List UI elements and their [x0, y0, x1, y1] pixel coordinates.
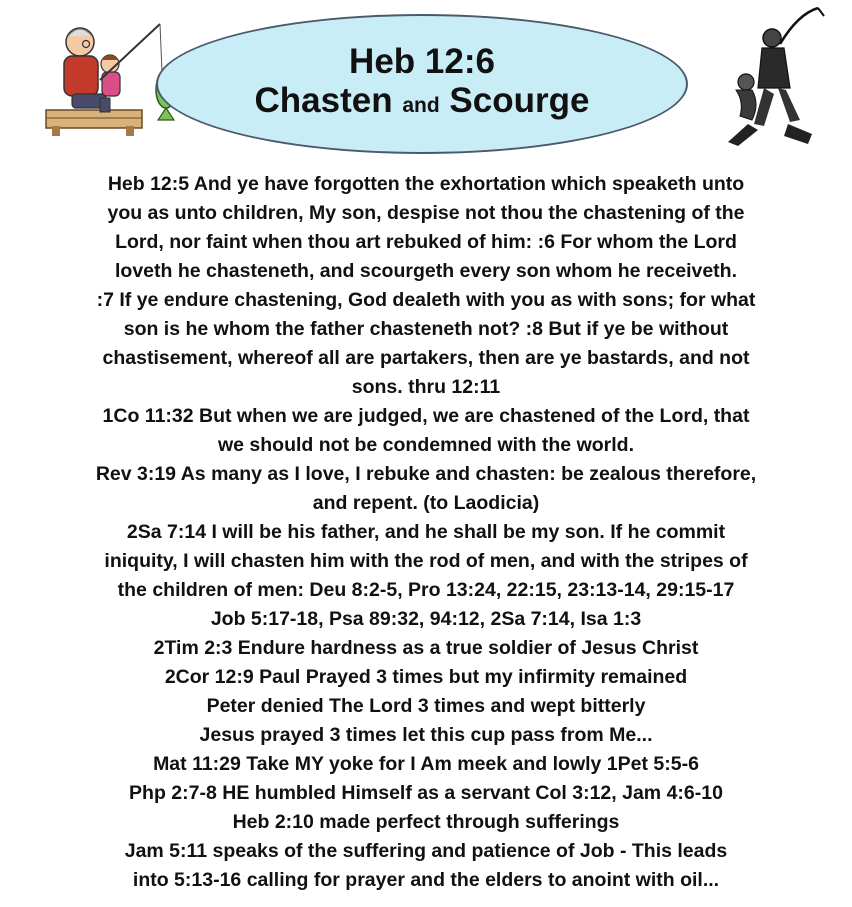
verse-line: we should not be condemned with the world. [217, 434, 634, 456]
verse-line: :7 If ye endure chastening, God dealeth with you as with sons; for what [96, 289, 756, 311]
verse-block [0, 402, 852, 460]
verse-line: Job 5:17-18, Psa 89:32, 94:12, 2Sa 7:14, Isa 1:3 [210, 608, 642, 630]
knight-fighting-figure-icon [718, 4, 830, 150]
title-word-scourge: Scourge [449, 80, 590, 120]
verse-line: into 5:13-16 calling for prayer and the elders to anoint with oil... [132, 869, 720, 891]
verse-line: Heb 12:5 And ye have forgotten the exhortation which speaketh unto [107, 173, 745, 195]
scripture-text [0, 170, 852, 895]
verse-block [0, 837, 852, 895]
verse-line: 2Tim 2:3 Endure hardness as a true soldier of Jesus Christ [153, 637, 699, 659]
verse-line: 2Sa 7:14 I will be his father, and he shall be my son. If he commit [126, 521, 726, 543]
verse-line: son is he whom the father chasteneth not? :8 But if ye be without [123, 318, 729, 340]
verse-line: Rev 3:19 As many as I love, I rebuke and chasten: be zealous therefore, [95, 463, 757, 485]
verse-line: Peter denied The Lord 3 times and wept bitterly [206, 695, 646, 717]
title-reference: Heb 12:6 [349, 41, 495, 81]
verse-block [0, 634, 852, 663]
verse-line: and repent. (to Laodicia) [312, 492, 540, 514]
verse-line: Jam 5:11 speaks of the suffering and patience of Job - This leads [124, 840, 728, 862]
title-subject [255, 81, 590, 126]
verse-line: sons. thru 12:11 [351, 376, 501, 398]
verse-line: Php 2:7-8 HE humbled Himself as a servant Col 3:12, Jam 4:6-10 [129, 782, 723, 804]
verse-line: 2Cor 12:9 Paul Prayed 3 times but my infirmity remained [164, 666, 688, 688]
verse-block [0, 663, 852, 692]
verse-line: Mat 11:29 Take MY yoke for I Am meek and lowly 1Pet 5:5-6 [153, 753, 699, 775]
verse-block [0, 460, 852, 518]
verse-line: iniquity, I will chasten him with the rod of men, and with the stripes of [104, 550, 748, 572]
verse-block [0, 518, 852, 634]
verse-line: Jesus prayed 3 times let this cup pass from Me... [199, 724, 653, 746]
verse-block [0, 692, 852, 721]
title-conjunction: and [402, 93, 440, 117]
verse-line: chastisement, whereof all are partakers, then are ye bastards, and not [102, 347, 750, 369]
verse-line: Heb 2:10 made perfect through sufferings [232, 811, 620, 833]
verse-line: loveth he chasteneth, and scourgeth every son whom he receiveth. [114, 260, 737, 282]
verse-block [0, 721, 852, 750]
verse-block [0, 779, 852, 808]
title-oval [156, 14, 688, 154]
verse-block [0, 750, 852, 779]
verse-line: Lord, nor faint when thou art rebuked of him: :6 For whom the Lord [115, 231, 737, 253]
header [0, 0, 852, 158]
title-word-chasten: Chasten [254, 80, 393, 120]
verse-block [0, 808, 852, 837]
verse-line: you as unto children, My son, despise not thou the chastening of the [107, 202, 745, 224]
verse-line: 1Co 11:32 But when we are judged, we are chastened of the Lord, that [102, 405, 750, 427]
verse-block [0, 170, 852, 402]
verse-line: the children of men: Deu 8:2-5, Pro 13:24, 22:15, 23:13-14, 29:15-17 [117, 579, 735, 601]
